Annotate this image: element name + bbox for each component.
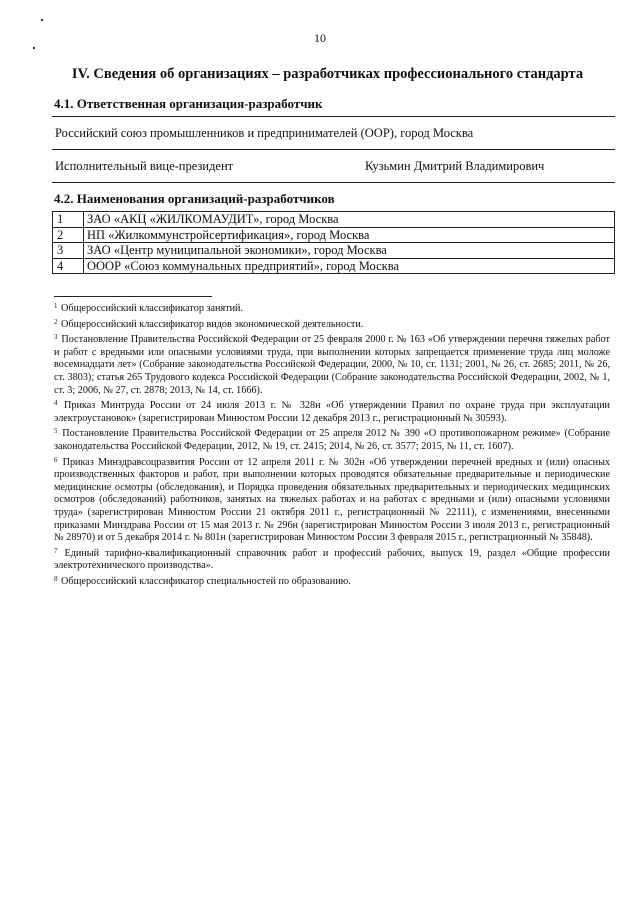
- footnote-mark: 8: [54, 574, 58, 583]
- footnote: [54, 545, 610, 573]
- footnote-text: Общероссийский классификатор специальностей по образованию.: [61, 575, 351, 587]
- footnote-mark: 3: [54, 333, 58, 342]
- subsection-title-developers: 4.2. Наименования организаций-разработчиков: [54, 191, 335, 206]
- developer-name: НП «Жилкоммунстройсертификация», город Москва: [84, 227, 615, 243]
- scan-speck: [33, 47, 35, 49]
- footnote-mark: 4: [54, 399, 58, 408]
- scan-speck: [41, 19, 43, 21]
- footnote-mark: 5: [54, 427, 58, 436]
- responsible-signatory-row: [52, 149, 615, 182]
- footnote-text: Единый тарифно-квалификационный справочник работ и профессий рабочих, выпуск 19, раздел «Общие профессии электротехнического производства».: [54, 547, 610, 572]
- footnote-text: Приказ Минтруда России от 24 июля 2013 г. № 328н «Об утверждении Правил по охране труда при эксплуатации электроустановок» (зарегистрирован Минюстом России 12 декабря 2013 г., регистрационный № 30593).: [54, 400, 611, 424]
- footnote-mark: 2: [54, 317, 58, 326]
- table-row: [53, 243, 615, 259]
- responsible-organization-name: Российский союз промышленников и предпринимателей (ООР), город Москва: [55, 125, 474, 140]
- table-row: [53, 212, 615, 228]
- table-row: [53, 258, 615, 274]
- footnote-mark: 6: [54, 455, 58, 464]
- subsection-title-responsible: 4.1. Ответственная организация-разработчик: [54, 96, 323, 111]
- footnote: [54, 300, 610, 316]
- footnote-text: Общероссийский классификатор видов экономической деятельности.: [61, 318, 364, 330]
- footnote: [54, 397, 610, 425]
- responsible-organization-table: [52, 116, 615, 183]
- row-number: 1: [53, 212, 84, 228]
- footnote: [54, 316, 610, 332]
- footnotes: [54, 300, 610, 588]
- row-number: 2: [53, 227, 84, 243]
- footnote-mark: 1: [54, 302, 58, 310]
- footnote-text: Приказ Минздравсоцразвития России от 12 апреля 2011 г. № 302н «Об утверждении перечней вредных и (или) опасных производственных факторов и работ, при выполнении которых проводятся обязательные предварительные и периодические медицинские осмотры (обследования), и Порядка проведения обязательных предварительных и периодических медицинских осмотров (обследований) работников, занятых на тяжелых работах и на работах с вредными и (или) опасными условиями труда» (зарегистрирован Минюстом России 21 октября 2011 г., регистрационный № 22111), с изменениями, внесенными приказами Минздрава России от 15 мая 2013 г. № 296н (зарегистрирован Минюстом России 3 июля 2013 г., регистрационный № 28970) и от 5 декабря 2014 г. № 801н (зарегистрирован Минюстом России 3 февраля 2015 г., регистрационный № 35848).: [54, 456, 611, 544]
- developer-name: ЗАО «АКЦ «ЖИЛКОМАУДИТ», город Москва: [84, 212, 615, 228]
- section-title: IV. Сведения об организациях – разработчиках профессионального стандарта: [71, 66, 584, 82]
- developer-name: ЗАО «Центр муниципальной экономики», город Москва: [84, 243, 615, 259]
- footnote-text: Постановление Правительства Российской Федерации от 25 февраля 2000 г. № 163 «Об утверждении перечня тяжелых работ и работ с вредными или опасными условиями труда, при выполнении которых запрещается применение труда лиц моложе восемнадцати лет» (Собрание законодательства Российской Федерации, 2000, № 10, ст. 1131; 2001, № 26, ст. 2685; 2011, № 26, ст. 3803); статья 265 Трудового кодекса Российской Федерации (Собрание законодательства Российской Федерации, 2002, № 1, ст. 3; 2006, № 27, ст. 2878; 2013, № 14, ст. 1666).: [54, 334, 611, 396]
- signatory-position: Исполнительный вице-президент: [55, 158, 234, 173]
- page-number: 10: [314, 31, 326, 45]
- footnote-mark: 7: [54, 546, 58, 555]
- footnote-separator: [54, 296, 212, 297]
- footnote: [54, 573, 610, 589]
- developers-table: [52, 211, 615, 274]
- row-number: 3: [53, 243, 84, 259]
- footnote-text: Постановление Правительства Российской Федерации от 25 апреля 2012 № 390 «О противопожарном режиме» (Собрание законодательства Российской Федерации, 2012, № 19, ст. 2415; 2014, № 26, ст. 3577; 2015, № 11, ст. 1607).: [54, 428, 610, 452]
- footnote: [54, 454, 610, 545]
- footnote: [54, 331, 610, 397]
- row-number: 4: [53, 258, 84, 274]
- footnote-text: Общероссийский классификатор занятий.: [61, 303, 244, 314]
- footnote: [54, 425, 610, 453]
- developer-name: ОООР «Союз коммунальных предприятий», город Москва: [84, 258, 615, 274]
- responsible-organization-row: [52, 117, 615, 149]
- signatory-name: Кузьмин Дмитрий Владимирович: [365, 158, 545, 173]
- table-row: [53, 227, 615, 243]
